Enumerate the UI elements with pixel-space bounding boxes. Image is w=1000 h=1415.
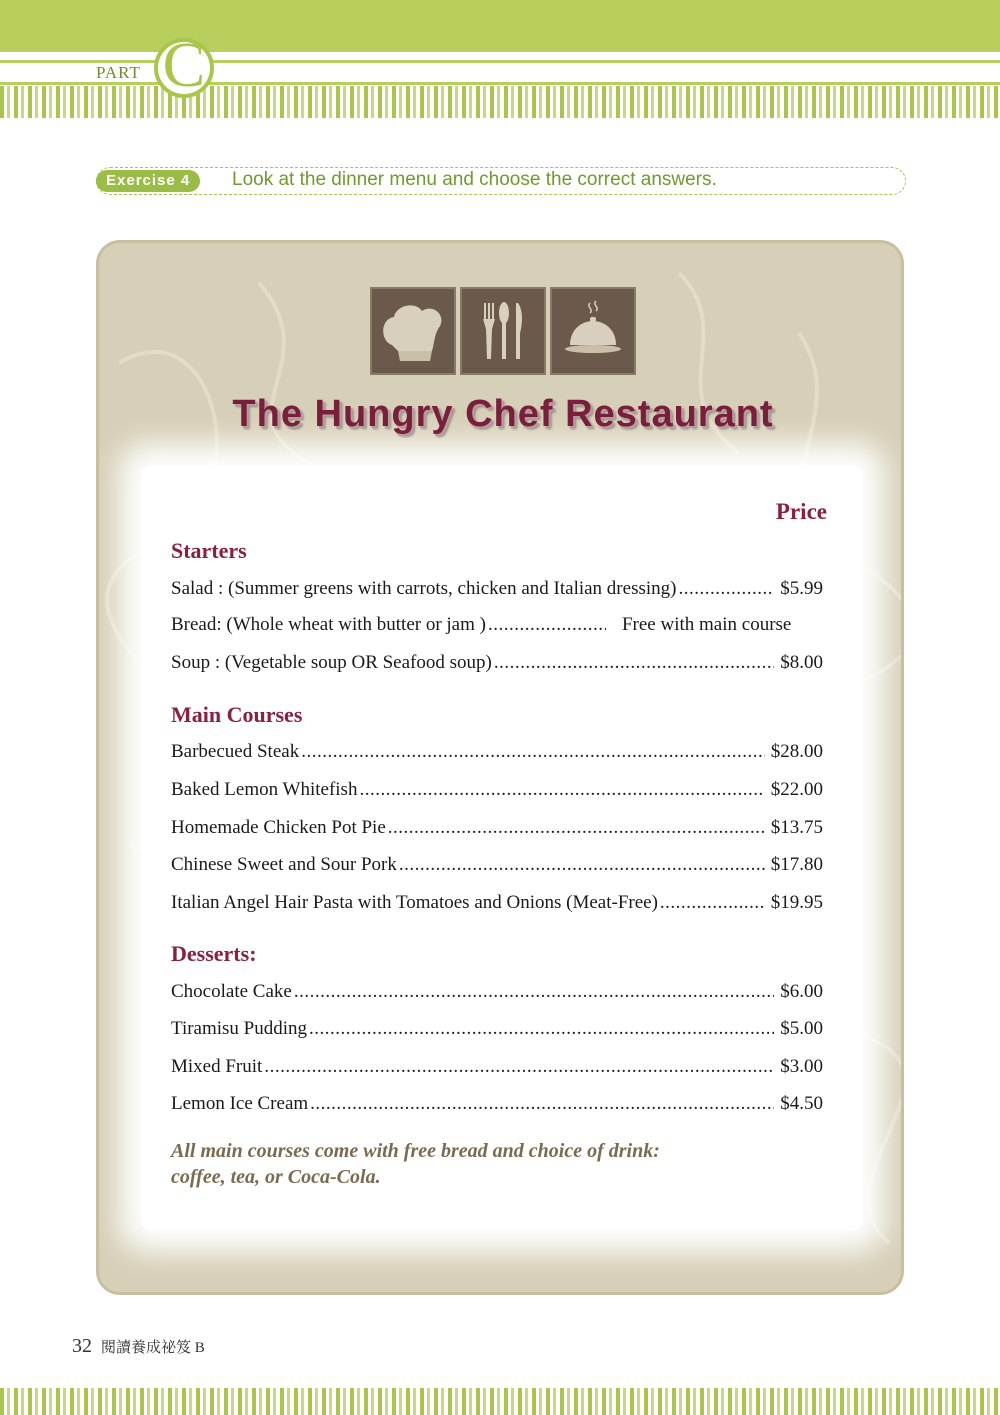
menu-item [171,852,823,878]
menu-item [171,739,823,765]
menu-note-line: coffee, tea, or Coca-Cola. [171,1166,381,1188]
item-price: $3.00 [780,1056,823,1077]
item-name: Chocolate Cake [171,981,292,1002]
leader-dots [359,777,764,803]
leader-dots [494,650,774,676]
header-band [0,0,1000,52]
item-price: $8.00 [780,652,823,673]
section-title-main-courses: Main Courses [171,702,303,727]
item-price: $22.00 [770,779,823,800]
leader-dots [399,852,765,878]
part-label: PART [96,63,141,82]
section-title-starters: Starters [171,538,247,563]
leader-dots [660,890,765,916]
item-name: Chinese Sweet and Sour Pork [171,854,397,875]
leader-dots [310,1091,774,1117]
page-number: 32 [72,1335,92,1357]
menu-item [171,576,823,602]
section-title-desserts: Desserts: [171,941,257,966]
menu-card [96,240,904,1295]
item-price: $6.00 [780,981,823,1002]
leader-dots [309,1016,774,1042]
leader-dots [488,612,606,638]
item-name: Homemade Chicken Pot Pie [171,817,386,838]
item-name: Barbecued Steak [171,741,300,762]
menu-item [171,979,823,1005]
menu-note [171,1138,660,1190]
book-title: 閱讀養成祕笈 B [101,1340,205,1356]
item-name: Lemon Ice Cream [171,1093,309,1114]
item-price: $13.75 [770,817,823,838]
item-price: $28.00 [770,741,823,762]
item-name: Salad : (Summer greens with carrots, chicken and Italian dressing) [171,578,677,599]
menu-item [171,1016,823,1042]
item-name: Mixed Fruit [171,1056,263,1077]
menu-item [171,612,823,638]
restaurant-title: The Hungry Chef Restaurant [232,393,774,435]
footer-stripes [0,1388,1000,1415]
part-letter: C [162,29,206,100]
item-name: Bread: (Whole wheat with butter or jam ) [171,614,486,635]
item-price: $5.00 [780,1018,823,1039]
serving-cloche-icon [550,287,636,375]
menu-item [171,815,823,841]
item-price: $4.50 [780,1093,823,1114]
price-header: Price [775,499,827,524]
menu-note-line: All main courses come with free bread and choice of drink: [171,1140,660,1162]
item-name: Italian Angel Hair Pasta with Tomatoes and Onions (Meat-Free) [171,892,658,913]
item-name: Soup : (Vegetable soup OR Seafood soup) [171,652,492,673]
menu-item [171,890,823,916]
item-name: Baked Lemon Whitefish [171,779,358,800]
exercise-instruction [96,167,906,197]
item-price: Free with main course [621,614,792,635]
page-footer [72,1335,205,1358]
chef-hat-icon [370,287,456,375]
header-stripes [0,86,1000,118]
leader-dots [301,739,765,765]
menu-icons [370,287,636,377]
item-price: $5.99 [780,578,823,599]
item-price: $19.95 [770,892,823,913]
exercise-text: Look at the dinner menu and choose the correct answers. [232,169,717,190]
leader-dots [294,979,774,1005]
cutlery-icon [460,287,546,375]
leader-dots [678,576,774,602]
item-price: $17.80 [770,854,823,875]
header-line [0,82,1000,85]
menu-item [171,1091,823,1117]
leader-dots [264,1054,774,1080]
menu-item [171,1054,823,1080]
header-line [0,60,1000,63]
menu-item [171,650,823,676]
exercise-badge: Exercise 4 [96,170,200,192]
leader-dots [388,815,765,841]
item-name: Tiramisu Pudding [171,1018,308,1039]
menu-item [171,777,823,803]
